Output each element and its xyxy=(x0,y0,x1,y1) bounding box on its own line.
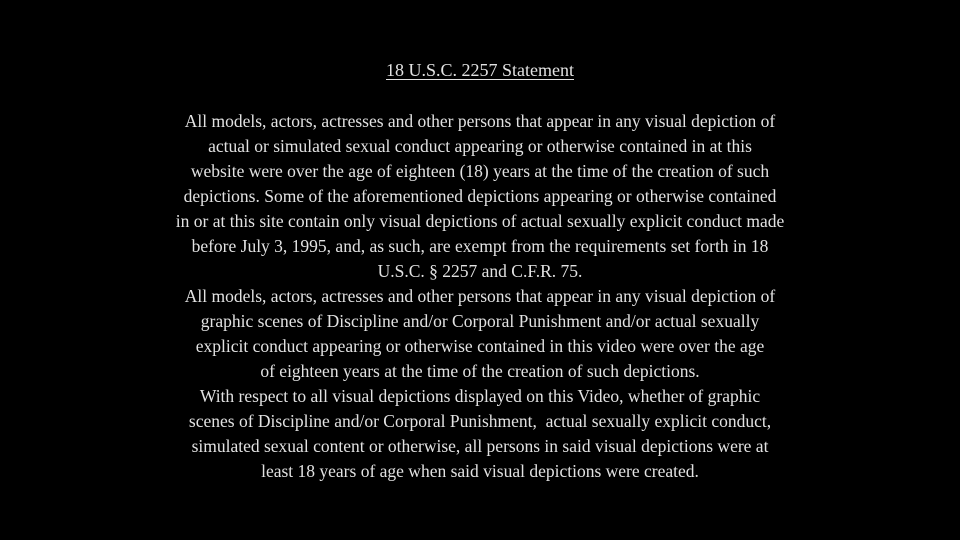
statement-line: website were over the age of eighteen (18) years at the time of the creation of such xyxy=(190,161,770,181)
statement-line: With respect to all visual depictions displayed on this Video, whether of graphic xyxy=(199,386,761,406)
statement-body xyxy=(0,109,960,484)
statement-line: All models, actors, actresses and other persons that appear in any visual depiction of xyxy=(184,286,776,306)
statement-line: of eighteen years at the time of the creation of such depictions. xyxy=(260,361,700,381)
statement-line: All models, actors, actresses and other persons that appear in any visual depiction of xyxy=(184,111,776,131)
statement-line: scenes of Discipline and/or Corporal Punishment, actual sexually explicit conduct, xyxy=(188,411,772,431)
statement-line: in or at this site contain only visual depictions of actual sexually explicit conduct made xyxy=(175,211,785,231)
statement-line: simulated sexual content or otherwise, all persons in said visual depictions were at xyxy=(191,436,769,456)
statement-line: explicit conduct appearing or otherwise contained in this video were over the age xyxy=(195,336,765,356)
statement-line: U.S.C. § 2257 and C.F.R. 75. xyxy=(377,261,583,281)
statement-line: graphic scenes of Discipline and/or Corporal Punishment and/or actual sexually xyxy=(200,311,760,331)
statement-line: actual or simulated sexual conduct appearing or otherwise contained in at this xyxy=(208,136,752,156)
statement-line: before July 3, 1995, and, as such, are exempt from the requirements set forth in 18 xyxy=(191,236,769,256)
statement-line: least 18 years of age when said visual depictions were created. xyxy=(261,461,699,481)
statement-title: 18 U.S.C. 2257 Statement xyxy=(386,60,574,80)
statement-line: depictions. Some of the aforementioned depictions appearing or otherwise contained xyxy=(183,186,777,206)
